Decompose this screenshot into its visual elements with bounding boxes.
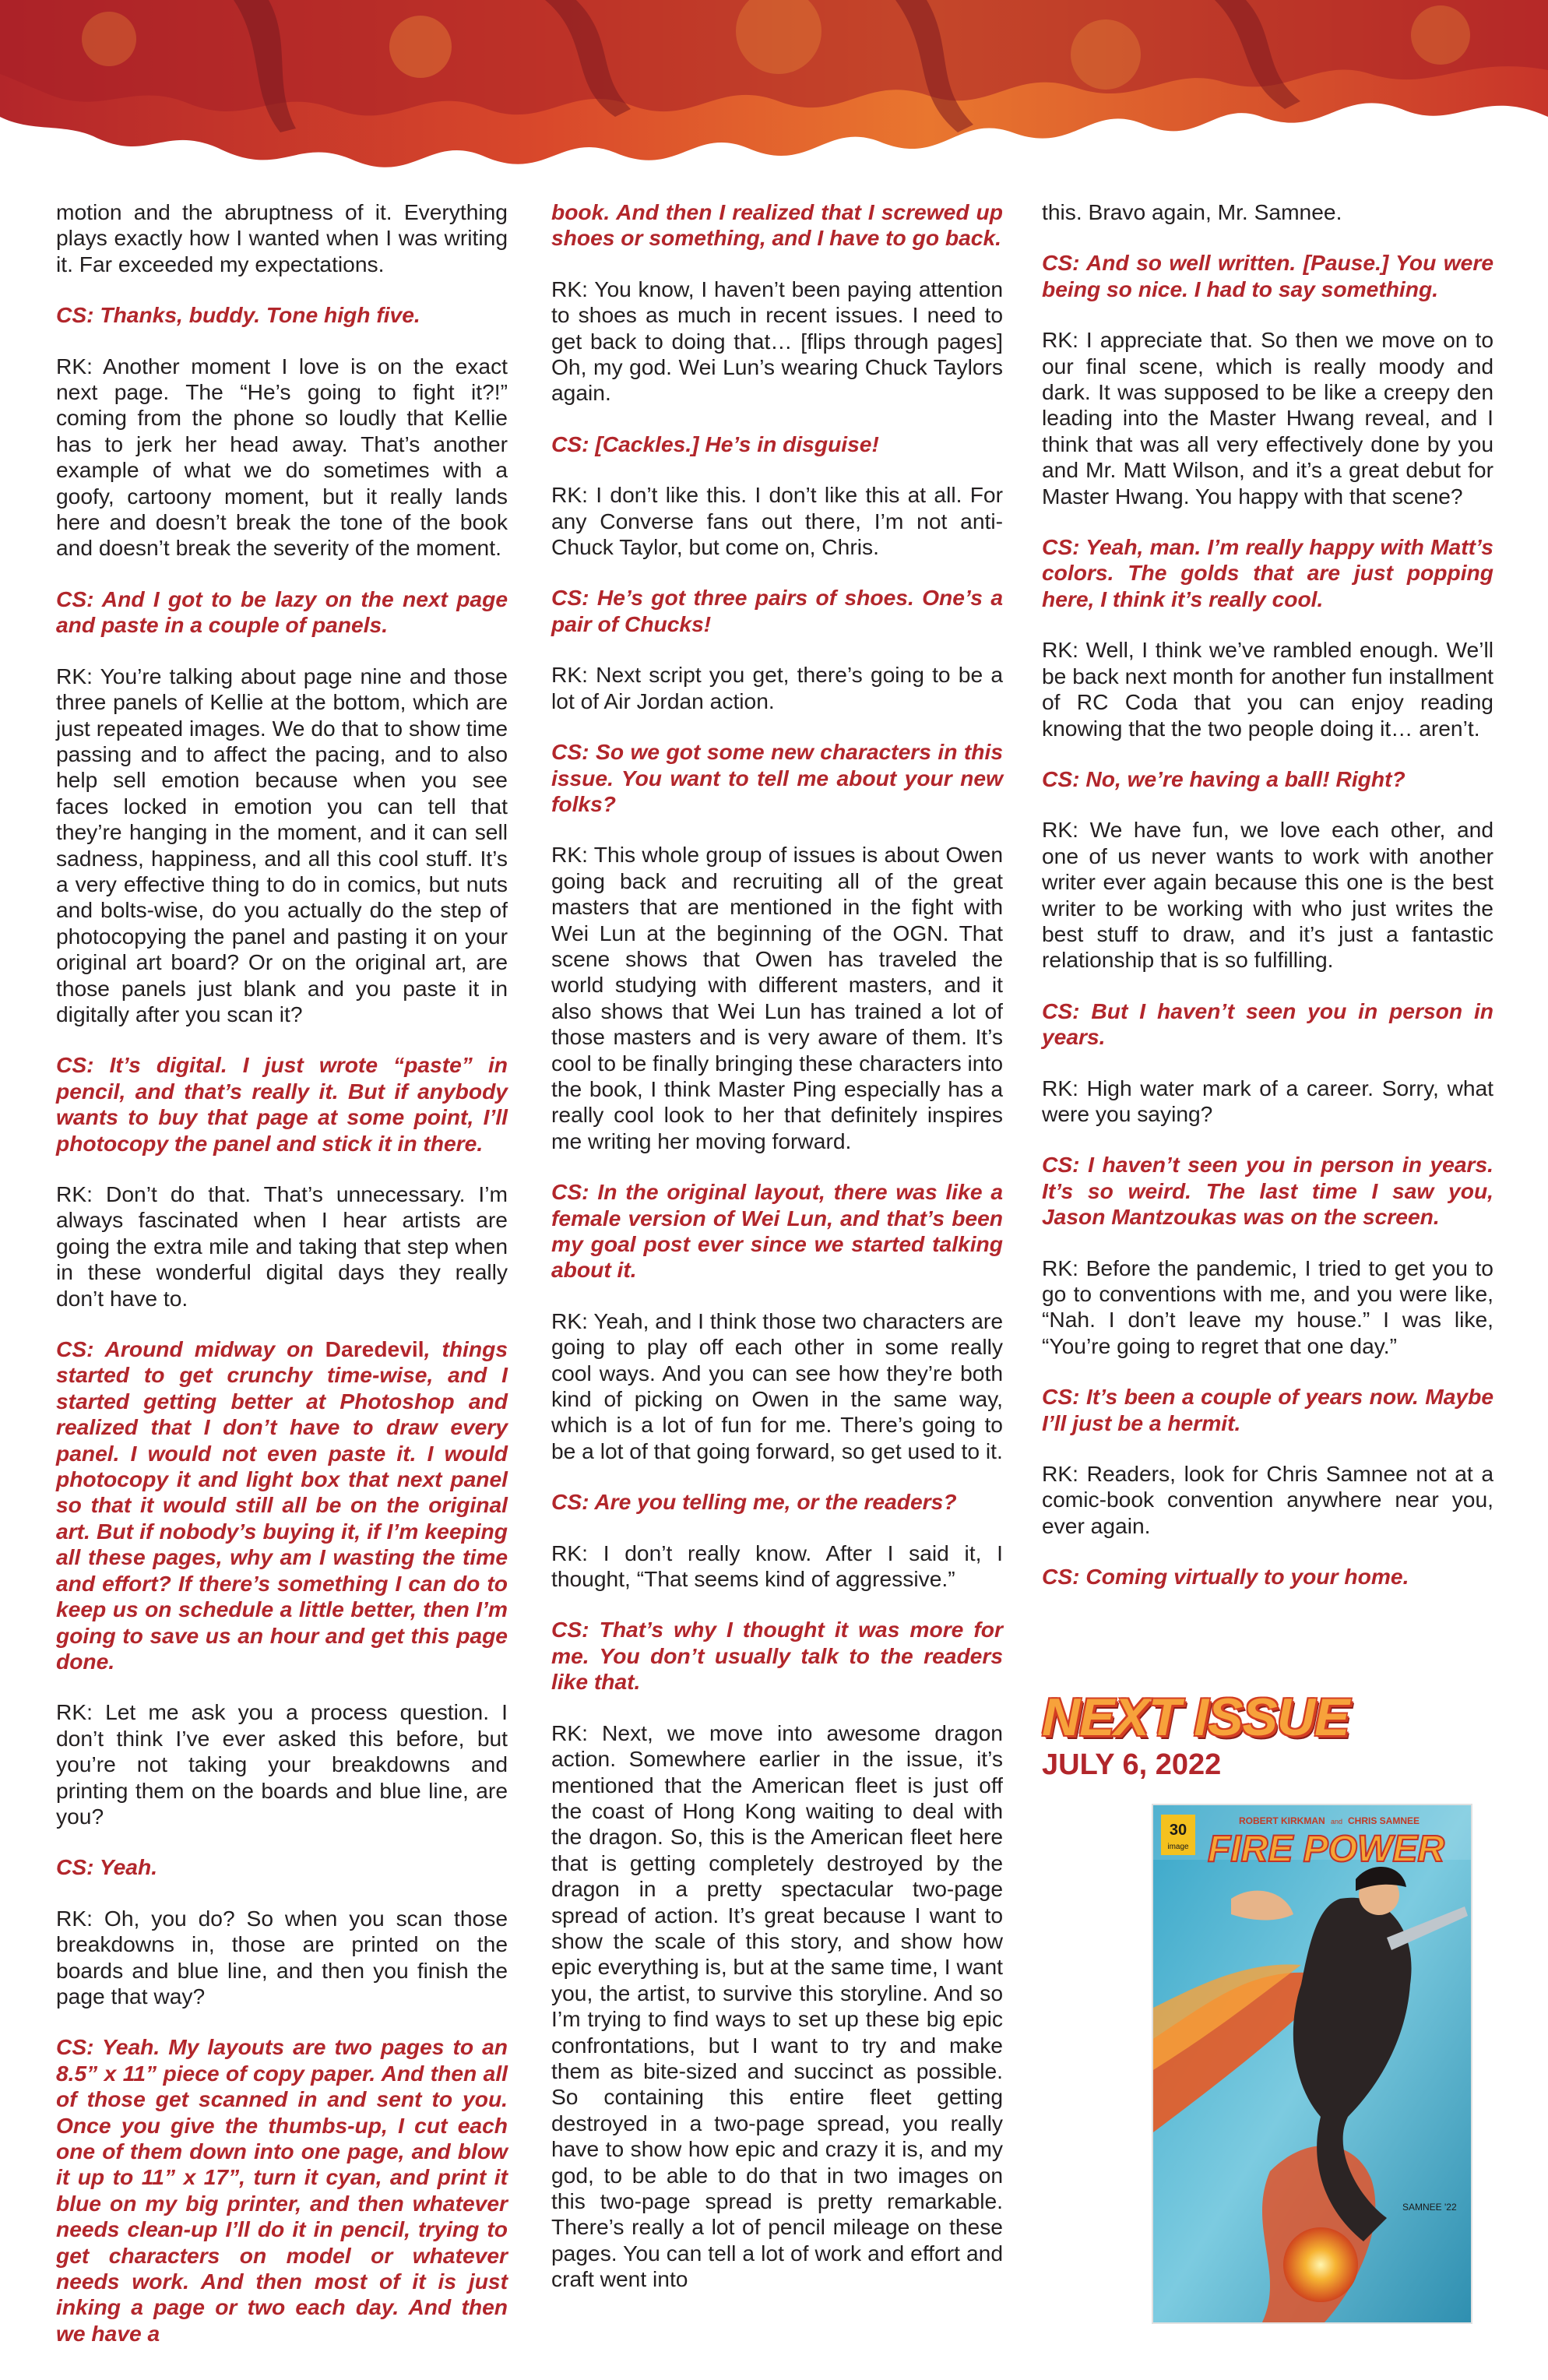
next-issue-block [1042,1690,1353,1782]
rk-line: RK: Don’t do that. That’s unnecessary. I’m always fascinated when I hear artists are going the extra mile and taking that step when in these wonderful digital days they really don’t have to. [56,1181,508,1311]
rk-line: RK: I appreciate that. So then we move on to our final scene, which is really moody and dark. It was supposed to be like a creepy den leading into the Master Hwang reveal, and I think that was all very effectively done by you and Mr. Matt Wilson, and it’s a great debut for Master Hwang. You happy with that scene? [1042,327,1493,509]
cover-publisher: image [1167,1843,1189,1851]
cs-line: CS: And I got to be lazy on the next page and paste in a couple of panels. [56,586,508,638]
next-issue-date: JULY 6, 2022 [1042,1748,1222,1781]
rk-line: RK: Well, I think we’ve rambled enough. We’ll be back next month for another fun installment of RC Coda that you can enjoy reading knowing that the two people doing it… aren’t. [1042,637,1493,741]
rk-line: RK: Next script you get, there’s going to be a lot of Air Jordan action. [551,662,1003,713]
rk-line: RK: Oh, you do? So when you scan those breakdowns in, those are printed on the boards and blue line, and then you finish the page that way? [56,1905,508,2009]
column-2 [551,199,1003,2318]
next-issue-title: NEXT ISSUE [1042,1688,1349,1747]
rk-line: RK: Readers, look for Chris Samnee not at a comic-book convention anywhere near you, ever again. [1042,1461,1493,1538]
cs-line: CS: It’s digital. I just wrote “paste” in pencil, and that’s really it. But if anybody wants to buy that page at some point, I’ll photocopy the panel and stick it in there. [56,1052,508,1156]
column-3 [1042,199,1493,1615]
cs-line: CS: So we got some new characters in this issue. You want to tell me about your new folks? [551,739,1003,816]
rk-line: motion and the abruptness of it. Everything plays exactly how I wanted when I was writing it. Far exceeded my expectations. [56,199,508,276]
rk-line: this. Bravo again, Mr. Samnee. [1042,199,1342,224]
rk-line: RK: This whole group of issues is about Owen going back and recruiting all of the great masters that are mentioned in the fight with Wei Lun at the beginning of the OGN. That scene shows that Owen has traveled the world studying with different masters, and it also shows that Wei Lun has trained a lot of those masters and is very aware of them. It’s cool to be finally bringing these characters into the book, I think Master Ping especially has a really cool look to her that definitely inspires me writing her moving forward. [551,842,1003,1153]
rk-line: RK: I don’t really know. After I said it, I thought, “That seems kind of aggressive.” [551,1540,1003,1592]
cover-connector: and [1331,1818,1343,1825]
cs-line: CS: In the original layout, there was like a female version of Wei Lun, and that’s been my goal post ever since we started talking about it. [551,1179,1003,1283]
rk-line: RK: I don’t like this. I don’t like this at all. For any Converse fans out there, I’m not anti-Chuck Taylor, but come on, Chris. [551,482,1003,560]
cs-line: CS: Yeah, man. I’m really happy with Matt’s colors. The golds that are just popping here, I think it’s really cool. [1042,534,1493,611]
cover-writer: ROBERT KIRKMAN [1239,1815,1325,1826]
cs-line: CS: Yeah. My layouts are two pages to an 8.5” x 11” piece of copy paper. And then all of those get scanned in and sent to you. Once you give the thumbs-up, I cut each one of them down into one page, and blow it up to 11” x 17”, turn it cyan, and print it blue on my big printer, and then whatever needs clean-up I’ll do it in pencil, trying to get characters on model or whatever needs work. And then most of it is just inking a page or two each day. And then we have a [56,2034,508,2346]
cs-line: CS: Around midway on Daredevil, things started to get crunchy time-wise, and I started getting better at Photoshop and realized that I don’t have to draw every panel. I would not even paste it. I would photocopy it and light box that next panel so that it would still all be on the original art. But if nobody’s buying it, if I’m keeping all these pages, why am I wasting the time and effort? If there’s something I can do to keep us on schedule a little better, then I’m going to save us an hour and get this page done. [56,1336,508,1674]
cs-line: book. And then I realized that I screwed up shoes or something, and I have to go back. [551,199,1003,251]
column-1 [56,199,508,2371]
cs-line: CS: But I haven’t seen you in person in years. [1042,998,1493,1050]
rk-line: RK: You know, I haven’t been paying attention to shoes as much in recent issues. I need to get back to doing that… [flips through pages] Oh, my god. Wei Lun’s wearing Chuck Taylors again. [551,276,1003,406]
rk-line: RK: You’re talking about page nine and those three panels of Kellie at the bottom, which are just repeated images. We do that to show time passing and to affect the pacing, and to also help sell emotion because when you see faces locked in emotion you can tell that they’re hanging in the moment, and it can sell sadness, happiness, and all this cool stuff. It’s a very effective thing to do in comics, but nuts and bolts-wise, do you actually do the step of photocopying the panel and pasting it on your original art board? Or on the original art, are those panels just blank and you paste it in digitally after you scan it? [56,663,508,1026]
cover-series-title: FIRE POWER [1208,1829,1445,1870]
cs-line: CS: Thanks, buddy. Tone high five. [56,302,420,328]
cs-line: CS: That’s why I thought it was more for me. You don’t usually talk to the readers like that. [551,1617,1003,1695]
cs-line: CS: Are you telling me, or the readers? [551,1489,957,1515]
cs-line: CS: Yeah. [56,1854,158,1880]
rk-line: RK: Yeah, and I think those two characters are going to play off each other in some really cool ways. And you can see how they’re both kind of picking on Owen in the same way, which is a lot of fun for me. There’s going to be a lot of that going forward, so get used to it. [551,1308,1003,1463]
next-issue-cover [1152,1804,1472,2324]
cover-artist: CHRIS SAMNEE [1348,1815,1420,1826]
cover-anniversary: 30 [1169,1822,1187,1839]
top-banner [0,0,1548,187]
cs-line: CS: Coming virtually to your home. [1042,1564,1409,1590]
cs-line: CS: No, we’re having a ball! Right? [1042,766,1406,791]
cs-line: CS: He’s got three pairs of shoes. One’s a pair of Chucks! [551,585,1003,636]
rk-line: RK: Next, we move into awesome dragon action. Somewhere earlier in the issue, it’s mentioned that the American fleet is just off the coast of Hong Kong waiting to deal with the dragon. So, this is the American fleet here that is getting completely destroyed by the dragon in a pretty spectacular two-page spread of action. It’s great because I want to show the scale of this story, and show how epic everything is, but at the same time, I want you, the artist, to survive this storyline. And so I’m trying to find ways to set up these big epic confrontations, but I want to try and make them as bite-sized and succinct as possible. So containing this entire fleet getting destroyed in a two-page spread, you really have to show how epic and crazy it is, and my god, to be able to do that in two images on this two-page spread is pretty remarkable. There’s really a lot of pencil mileage on these pages. You can tell a lot of work and effort and craft went into [551,1720,1003,2292]
cs-line: CS: And so well written. [Pause.] You were being so nice. I had to say something. [1042,250,1493,301]
cover-signature: SAMNEE '22 [1402,2202,1457,2213]
rk-line: RK: Let me ask you a process question. I don’t think I’ve ever asked this before, but you’re not taking your breakdowns and printing them on the boards and blue line, are you? [56,1699,508,1829]
cs-line: CS: It’s been a couple of years now. Maybe I’ll just be a hermit. [1042,1384,1493,1435]
rk-line: RK: Before the pandemic, I tried to get you to go to conventions with me, and you were like, “Nah. I don’t leave my house.” I was like, “You’re going to regret that one day.” [1042,1255,1493,1358]
rk-line: RK: Another moment I love is on the exact next page. The “He’s going to fight it?!” coming from the phone so loudly that Kellie has to jerk her head away. That’s another example of what we do sometimes with a goofy, cartoony moment, but it really lands here and doesn’t break the tone of the book and doesn’t break the severity of the moment. [56,353,508,561]
cs-line: CS: I haven’t seen you in person in years. It’s so weird. The last time I saw you, Jason Mantzoukas was on the screen. [1042,1152,1493,1230]
rk-line: RK: We have fun, we love each other, and one of us never wants to work with another writer ever again because this one is the best writer to be working with who just writes the best stuff to draw, and it’s just a fantastic relationship that is so fulfilling. [1042,817,1493,973]
rk-line: RK: High water mark of a career. Sorry, what were you saying? [1042,1075,1493,1126]
cs-line: CS: [Cackles.] He’s in disguise! [551,431,879,456]
